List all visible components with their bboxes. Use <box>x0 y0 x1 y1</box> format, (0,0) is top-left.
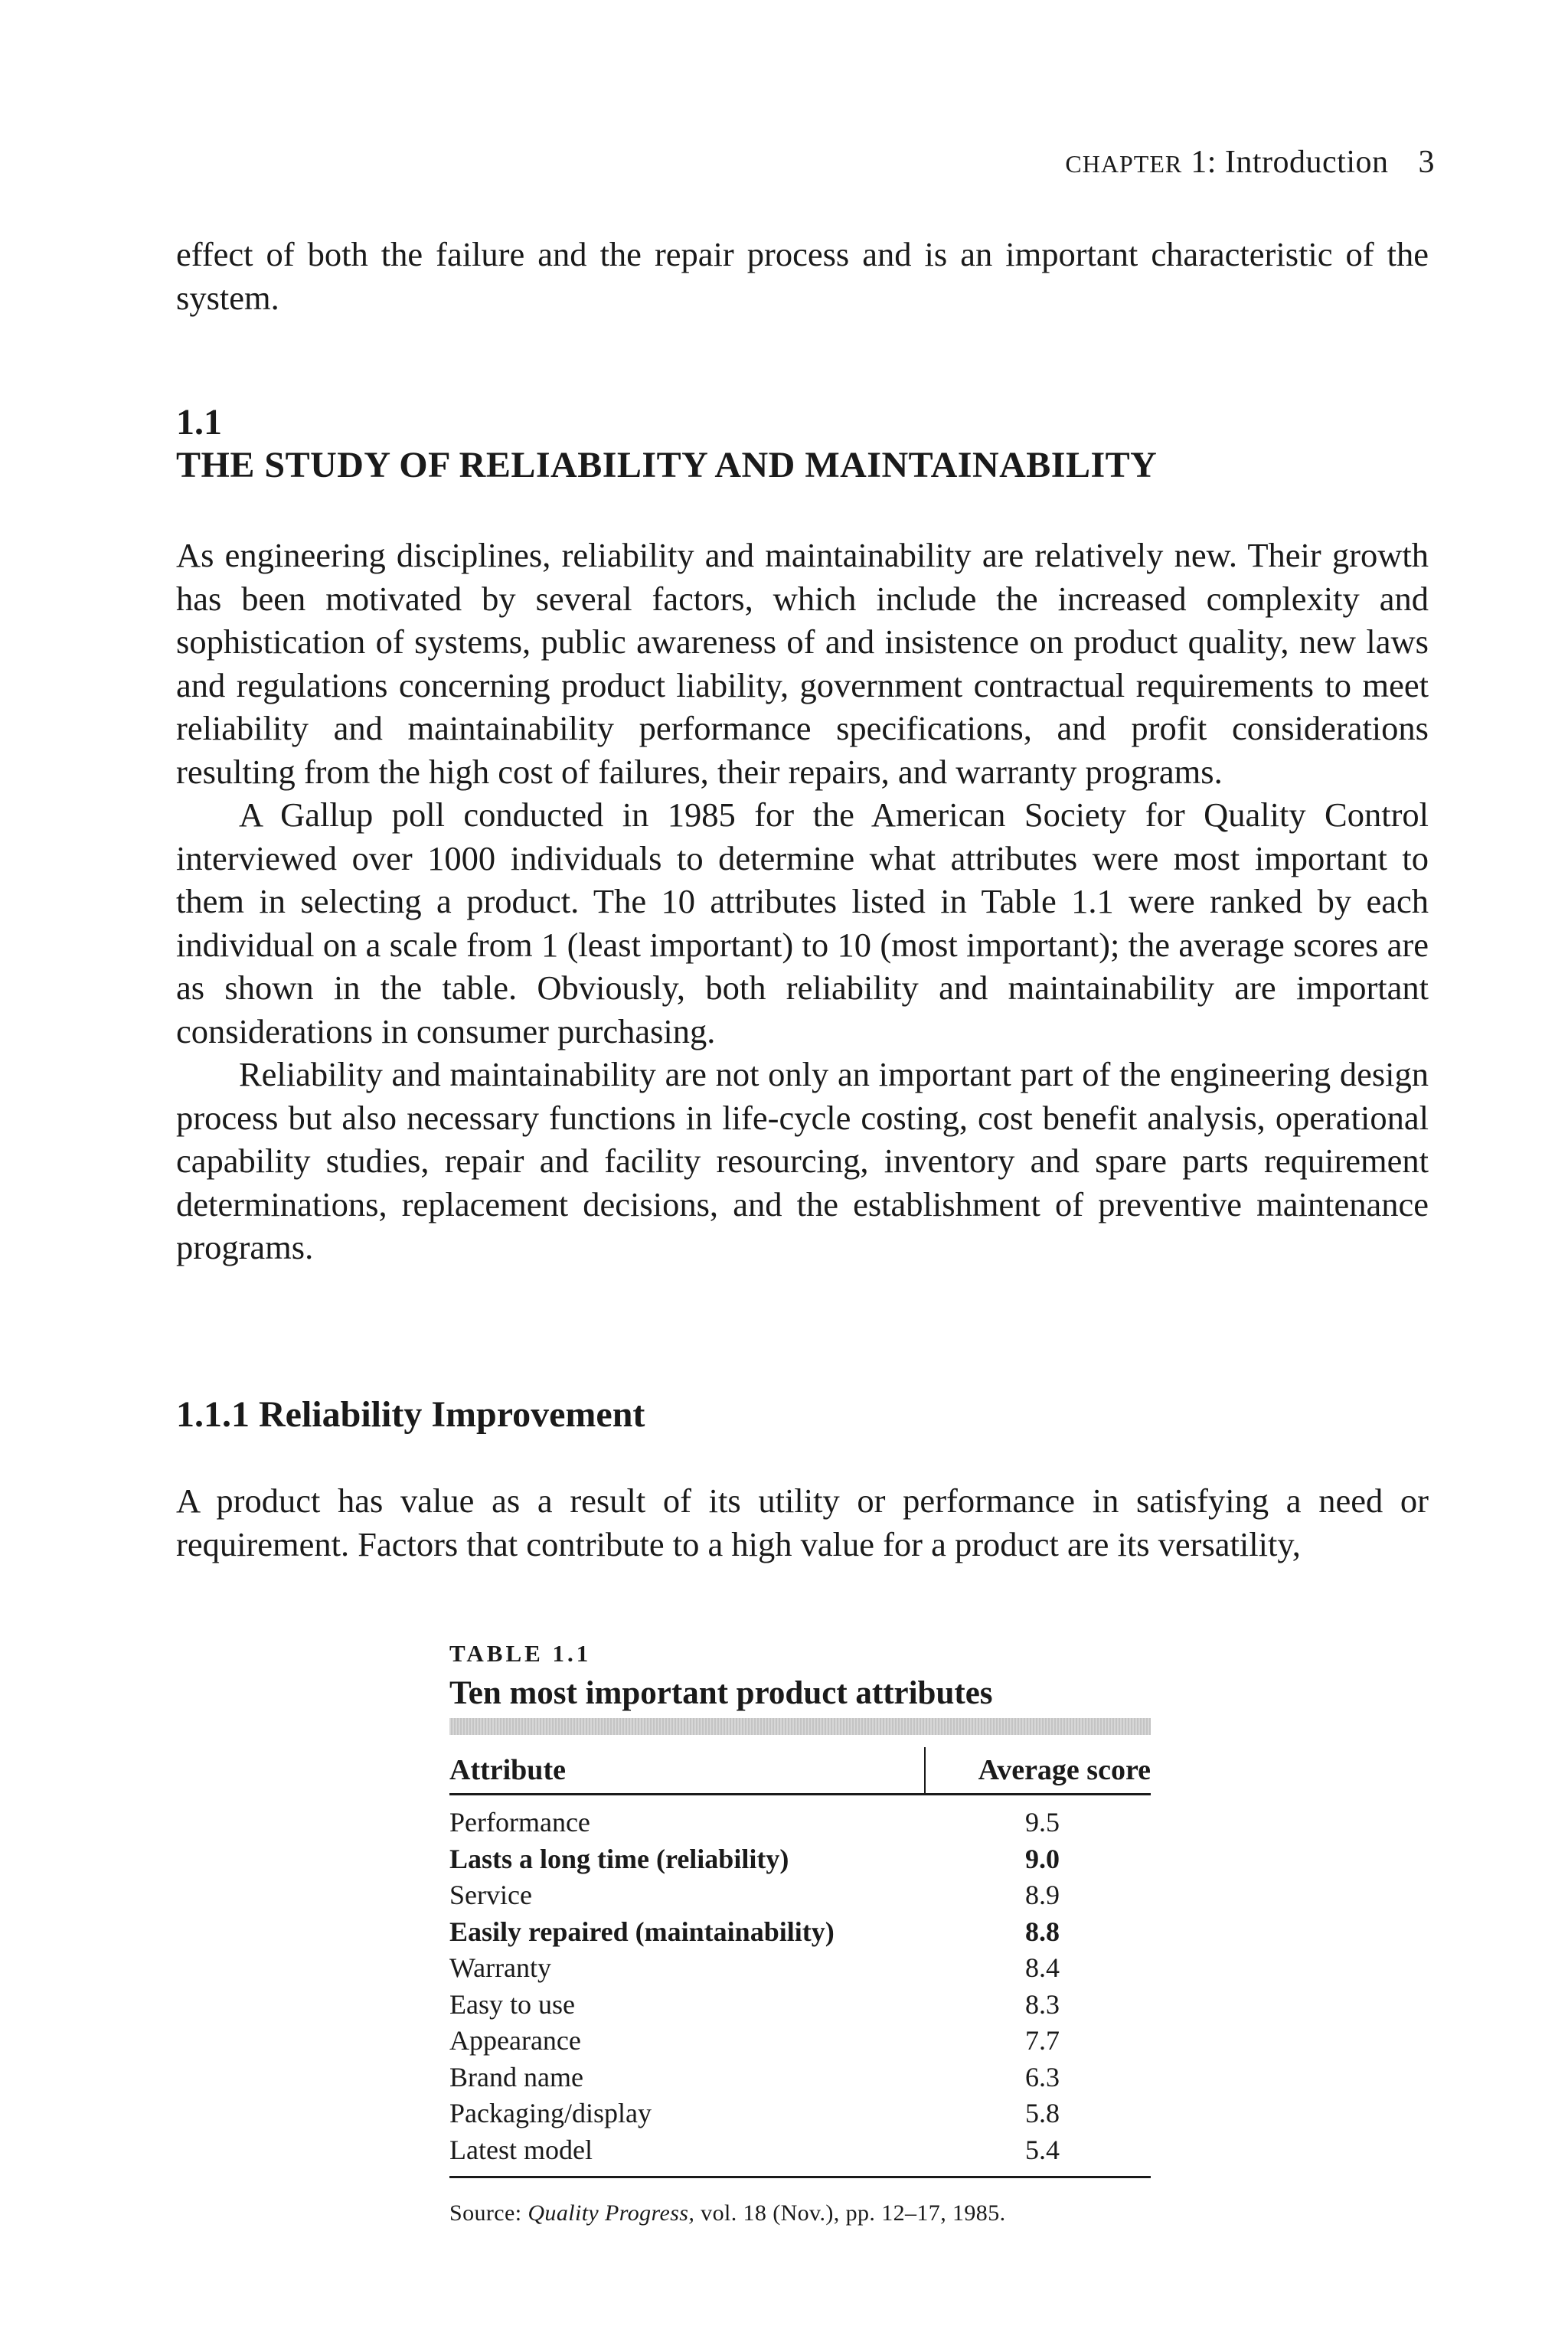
table-row <box>449 2023 1151 2060</box>
attribute-cell: Lasts a long time (reliability) <box>449 1843 789 1874</box>
page-number: 3 <box>1418 145 1435 180</box>
section-heading <box>176 401 1429 487</box>
subsection-heading <box>176 1393 1429 1436</box>
attribute-cell: Brand name <box>449 2061 583 2092</box>
chapter-label: CHAPTER <box>1065 150 1183 178</box>
score-cell: 6.3 <box>1025 2061 1060 2092</box>
table-source-note <box>449 2198 1151 2229</box>
section-paragraph-2: A Gallup poll conducted in 1985 for the American Society for Quality Control interviewed over 1000 individuals to determine what attributes were most important to them in selecting a product. The 10 attributes listed in Table 1.1 were ranked by each individual on a scale from 1 (least important) to 10 (most important); the average scores are as shown in the table. Obviously, both reliability and maintainability are important considerations in consumer purchasing. <box>176 795 1429 1050</box>
column-header-attribute: Attribute <box>449 1747 926 1793</box>
table-shade-bar <box>449 1718 1151 1735</box>
section-number: 1.1 <box>176 402 222 443</box>
subsection-title: 1.1.1 Reliability Improvement <box>176 1394 645 1435</box>
score-cell: 8.8 <box>1025 1916 1060 1947</box>
table-caption: Ten most important product attributes <box>449 1675 993 1711</box>
subsection-body <box>176 1479 1429 1566</box>
table-body <box>449 1795 1151 2178</box>
attribute-cell: Performance <box>449 1807 590 1838</box>
score-cell: 5.4 <box>1025 2134 1060 2165</box>
table-row <box>449 1914 1151 1951</box>
running-header <box>1065 144 1435 181</box>
score-cell: 7.7 <box>1025 2025 1060 2056</box>
attribute-cell: Easy to use <box>449 1988 575 2020</box>
section-title: THE STUDY OF RELIABILITY AND MAINTAINABILITY <box>176 445 1158 485</box>
source-details: vol. 18 (Nov.), pp. 12–17, 1985. <box>701 2200 1006 2226</box>
table-row <box>449 2096 1151 2132</box>
table-row <box>449 2132 1151 2169</box>
table-row <box>449 1805 1151 1841</box>
attributes-table <box>449 1638 1151 2229</box>
attribute-cell: Easily repaired (maintainability) <box>449 1916 835 1947</box>
table-label: TABLE 1.1 <box>449 1640 592 1667</box>
section-body <box>176 534 1429 1269</box>
subsection-paragraph: A product has value as a result of its utility or performance in satisfying a need or requirement. Factors that contribute to a high value for a product are its versatility, <box>176 1481 1429 1563</box>
table-header-row <box>449 1747 1151 1795</box>
chapter-number: 1: <box>1191 145 1217 180</box>
intro-paragraph: effect of both the failure and the repair process and is an important characteristic of the system. <box>176 235 1429 317</box>
chapter-title: Introduction <box>1224 145 1389 180</box>
section-paragraph-1: As engineering disciplines, reliability and maintainability are relatively new. Their growth has been motivated by several factors, which include the increased complexity and sophistication of systems, public awareness of and insistence on product quality, new laws and regulations concerning product liability, government contractual requirements to meet reliability and maintainability performance specifications, and profit considerations resulting from the high cost of failures, their repairs, and warranty programs. <box>176 536 1429 791</box>
intro-block <box>176 233 1429 319</box>
table-row <box>449 1950 1151 1987</box>
table-row <box>449 2060 1151 2096</box>
attribute-cell: Service <box>449 1880 532 1910</box>
table-row <box>449 1877 1151 1914</box>
attribute-cell: Packaging/display <box>449 2098 652 2128</box>
table-row <box>449 1987 1151 2024</box>
score-cell: 8.3 <box>1025 1988 1060 2020</box>
score-cell: 5.8 <box>1025 2098 1060 2128</box>
column-header-score: Average score <box>978 1754 1151 1786</box>
attribute-cell: Latest model <box>449 2134 593 2165</box>
score-cell: 8.4 <box>1025 1952 1060 1983</box>
table-row <box>449 1841 1151 1878</box>
score-cell: 9.0 <box>1025 1843 1060 1874</box>
score-cell: 8.9 <box>1025 1880 1060 1910</box>
attribute-cell: Appearance <box>449 2025 581 2056</box>
section-paragraph-3: Reliability and maintainability are not only an important part of the engineering design process but also necessary functions in life-cycle costing, cost benefit analysis, operational capability studies, repair and facility resourcing, inventory and spare parts requirement determinations, replacement decisions, and the establishment of preventive maintenance programs. <box>176 1055 1429 1266</box>
score-cell: 9.5 <box>1025 1807 1060 1838</box>
source-journal: Quality Progress, <box>528 2200 695 2226</box>
source-prefix: Source: <box>449 2200 522 2226</box>
attribute-cell: Warranty <box>449 1952 552 1983</box>
